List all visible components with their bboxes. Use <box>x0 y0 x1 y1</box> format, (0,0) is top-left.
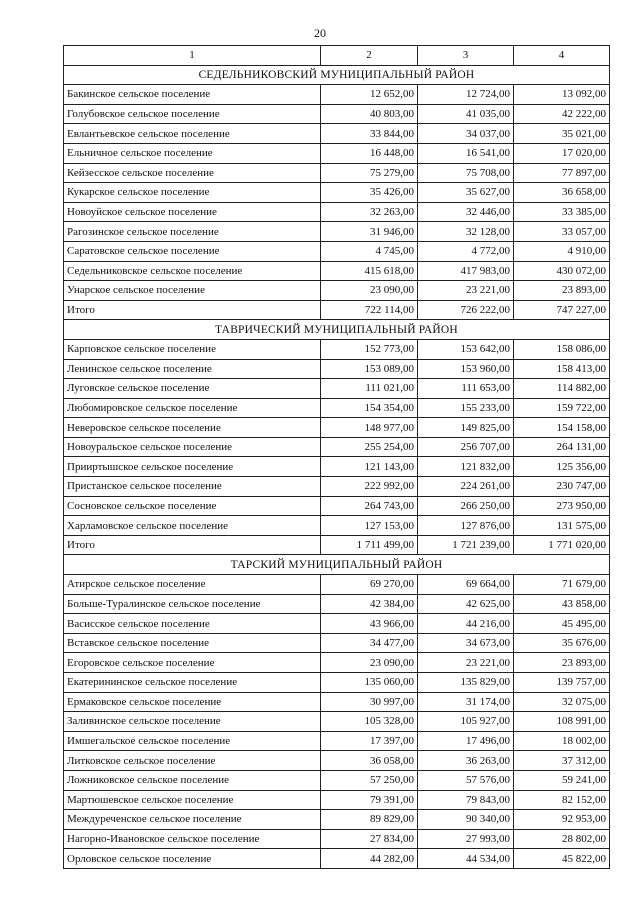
column-number-row <box>64 46 610 66</box>
table-row <box>64 183 610 203</box>
value-col-2: 36 058,00 <box>321 751 418 771</box>
table-row <box>64 457 610 477</box>
table-row <box>64 124 610 144</box>
table-row <box>64 751 610 771</box>
table-row <box>64 673 610 693</box>
value-col-4: 23 893,00 <box>514 653 610 673</box>
value-col-3: 57 576,00 <box>418 770 514 790</box>
value-col-3: 69 664,00 <box>418 575 514 595</box>
value-col-3: 17 496,00 <box>418 731 514 751</box>
value-col-2: 69 270,00 <box>321 575 418 595</box>
value-col-4: 159 722,00 <box>514 398 610 418</box>
value-col-4: 42 222,00 <box>514 104 610 124</box>
table-row <box>64 614 610 634</box>
value-col-4: 114 882,00 <box>514 379 610 399</box>
value-col-3: 34 037,00 <box>418 124 514 144</box>
settlement-name: Мартюшевское сельское поселение <box>64 790 321 810</box>
value-col-2: 89 829,00 <box>321 810 418 830</box>
value-col-2: 415 618,00 <box>321 261 418 281</box>
value-col-4: 82 152,00 <box>514 790 610 810</box>
settlement-name: Карповское сельское поселение <box>64 339 321 359</box>
table-row <box>64 849 610 869</box>
table-row <box>64 104 610 124</box>
settlement-name: Кукарское сельское поселение <box>64 183 321 203</box>
table-row <box>64 437 610 457</box>
value-col-3: 23 221,00 <box>418 281 514 301</box>
value-col-3: 153 642,00 <box>418 339 514 359</box>
settlement-name: Ложниковское сельское поселение <box>64 770 321 790</box>
value-col-2: 16 448,00 <box>321 143 418 163</box>
table-row <box>64 379 610 399</box>
value-col-3: 105 927,00 <box>418 712 514 732</box>
value-col-3: 1 721 239,00 <box>418 535 514 555</box>
value-col-3: 35 627,00 <box>418 183 514 203</box>
settlement-name: Седельниковское сельское поселение <box>64 261 321 281</box>
settlement-name: Новоуйское сельское поселение <box>64 202 321 222</box>
value-col-4: 23 893,00 <box>514 281 610 301</box>
settlement-name: Прииртышское сельское поселение <box>64 457 321 477</box>
table-row <box>64 790 610 810</box>
value-col-2: 75 279,00 <box>321 163 418 183</box>
table-row <box>64 241 610 261</box>
value-col-2: 23 090,00 <box>321 653 418 673</box>
value-col-4: 264 131,00 <box>514 437 610 457</box>
value-col-4: 35 021,00 <box>514 124 610 144</box>
value-col-4: 33 057,00 <box>514 222 610 242</box>
value-col-4: 139 757,00 <box>514 673 610 693</box>
value-col-3: 111 653,00 <box>418 379 514 399</box>
value-col-4: 71 679,00 <box>514 575 610 595</box>
district-title: ТАВРИЧЕСКИЙ МУНИЦИПАЛЬНЫЙ РАЙОН <box>64 320 610 340</box>
value-col-2: 40 803,00 <box>321 104 418 124</box>
table-row <box>64 594 610 614</box>
value-col-2: 12 652,00 <box>321 85 418 105</box>
table-row <box>64 633 610 653</box>
settlement-name: Ельничное сельское поселение <box>64 143 321 163</box>
value-col-2: 30 997,00 <box>321 692 418 712</box>
value-col-4: 59 241,00 <box>514 770 610 790</box>
value-col-4: 33 385,00 <box>514 202 610 222</box>
value-col-4: 13 092,00 <box>514 85 610 105</box>
table-row <box>64 731 610 751</box>
value-col-2: 44 282,00 <box>321 849 418 869</box>
value-col-4: 43 858,00 <box>514 594 610 614</box>
value-col-2: 222 992,00 <box>321 477 418 497</box>
value-col-4: 1 771 020,00 <box>514 535 610 555</box>
value-col-2: 152 773,00 <box>321 339 418 359</box>
value-col-2: 23 090,00 <box>321 281 418 301</box>
value-col-2: 105 328,00 <box>321 712 418 732</box>
value-col-4: 131 575,00 <box>514 516 610 536</box>
value-col-3: 27 993,00 <box>418 829 514 849</box>
table-row <box>64 222 610 242</box>
table-row <box>64 712 610 732</box>
settlement-name: Ленинское сельское поселение <box>64 359 321 379</box>
table-row <box>64 575 610 595</box>
value-col-2: 31 946,00 <box>321 222 418 242</box>
value-col-4: 35 676,00 <box>514 633 610 653</box>
value-col-3: 149 825,00 <box>418 418 514 438</box>
value-col-2: 17 397,00 <box>321 731 418 751</box>
settlement-name: Ермаковское сельское поселение <box>64 692 321 712</box>
table-row <box>64 496 610 516</box>
value-col-4: 430 072,00 <box>514 261 610 281</box>
table-row <box>64 829 610 849</box>
table-row <box>64 202 610 222</box>
value-col-2: 4 745,00 <box>321 241 418 261</box>
value-col-4: 45 822,00 <box>514 849 610 869</box>
settlement-name: Любомировское сельское поселение <box>64 398 321 418</box>
settlement-name: Междуреченское сельское поселение <box>64 810 321 830</box>
table-row <box>64 281 610 301</box>
column-number: 3 <box>418 46 514 66</box>
value-col-4: 36 658,00 <box>514 183 610 203</box>
settlement-name: Итого <box>64 300 321 320</box>
value-col-3: 79 843,00 <box>418 790 514 810</box>
value-col-3: 31 174,00 <box>418 692 514 712</box>
value-col-2: 111 021,00 <box>321 379 418 399</box>
settlement-name: Нагорно-Ивановское сельское поселение <box>64 829 321 849</box>
value-col-3: 23 221,00 <box>418 653 514 673</box>
value-col-2: 255 254,00 <box>321 437 418 457</box>
table-row <box>64 516 610 536</box>
value-col-3: 153 960,00 <box>418 359 514 379</box>
value-col-2: 43 966,00 <box>321 614 418 634</box>
value-col-2: 153 089,00 <box>321 359 418 379</box>
value-col-2: 121 143,00 <box>321 457 418 477</box>
value-col-3: 224 261,00 <box>418 477 514 497</box>
value-col-3: 44 216,00 <box>418 614 514 634</box>
value-col-3: 417 983,00 <box>418 261 514 281</box>
value-col-2: 42 384,00 <box>321 594 418 614</box>
settlement-name: Атирское сельское поселение <box>64 575 321 595</box>
settlement-name: Голубовское сельское поселение <box>64 104 321 124</box>
value-col-2: 27 834,00 <box>321 829 418 849</box>
settlement-name: Евлантьевское сельское поселение <box>64 124 321 144</box>
value-col-2: 127 153,00 <box>321 516 418 536</box>
value-col-4: 747 227,00 <box>514 300 610 320</box>
settlement-name: Бакинское сельское поселение <box>64 85 321 105</box>
settlement-name: Неверовское сельское поселение <box>64 418 321 438</box>
table-row <box>64 261 610 281</box>
table-row <box>64 418 610 438</box>
total-row <box>64 300 610 320</box>
settlement-name: Егоровское сельское поселение <box>64 653 321 673</box>
value-col-2: 32 263,00 <box>321 202 418 222</box>
value-col-3: 4 772,00 <box>418 241 514 261</box>
value-col-2: 57 250,00 <box>321 770 418 790</box>
value-col-2: 34 477,00 <box>321 633 418 653</box>
settlement-name: Пристанское сельское поселение <box>64 477 321 497</box>
value-col-4: 92 953,00 <box>514 810 610 830</box>
table-row <box>64 770 610 790</box>
table-row <box>64 810 610 830</box>
value-col-3: 266 250,00 <box>418 496 514 516</box>
district-header-row <box>64 555 610 575</box>
settlement-name: Литковское сельское поселение <box>64 751 321 771</box>
value-col-3: 135 829,00 <box>418 673 514 693</box>
settlement-name: Заливинское сельское поселение <box>64 712 321 732</box>
value-col-3: 127 876,00 <box>418 516 514 536</box>
value-col-3: 34 673,00 <box>418 633 514 653</box>
value-col-3: 121 832,00 <box>418 457 514 477</box>
value-col-3: 32 446,00 <box>418 202 514 222</box>
column-number: 1 <box>64 46 321 66</box>
value-col-3: 12 724,00 <box>418 85 514 105</box>
value-col-4: 18 002,00 <box>514 731 610 751</box>
value-col-4: 273 950,00 <box>514 496 610 516</box>
value-col-3: 75 708,00 <box>418 163 514 183</box>
district-header-row <box>64 320 610 340</box>
budget-table <box>63 45 610 869</box>
table-row <box>64 477 610 497</box>
budget-table-body <box>64 46 610 869</box>
value-col-2: 148 977,00 <box>321 418 418 438</box>
value-col-2: 35 426,00 <box>321 183 418 203</box>
value-col-2: 264 743,00 <box>321 496 418 516</box>
page-number: 20 <box>314 26 326 40</box>
table-row <box>64 339 610 359</box>
settlement-name: Итого <box>64 535 321 555</box>
value-col-4: 37 312,00 <box>514 751 610 771</box>
table-row <box>64 163 610 183</box>
settlement-name: Луговское сельское поселение <box>64 379 321 399</box>
total-row <box>64 535 610 555</box>
value-col-3: 155 233,00 <box>418 398 514 418</box>
settlement-name: Екатерининское сельское поселение <box>64 673 321 693</box>
settlement-name: Сосновское сельское поселение <box>64 496 321 516</box>
table-row <box>64 359 610 379</box>
settlement-name: Больше-Туралинское сельское поселение <box>64 594 321 614</box>
value-col-2: 722 114,00 <box>321 300 418 320</box>
value-col-2: 33 844,00 <box>321 124 418 144</box>
value-col-2: 79 391,00 <box>321 790 418 810</box>
value-col-3: 16 541,00 <box>418 143 514 163</box>
value-col-3: 42 625,00 <box>418 594 514 614</box>
settlement-name: Харламовское сельское поселение <box>64 516 321 536</box>
value-col-4: 28 802,00 <box>514 829 610 849</box>
column-number: 4 <box>514 46 610 66</box>
value-col-2: 154 354,00 <box>321 398 418 418</box>
value-col-2: 135 060,00 <box>321 673 418 693</box>
settlement-name: Орловское сельское поселение <box>64 849 321 869</box>
value-col-2: 1 711 499,00 <box>321 535 418 555</box>
value-col-4: 45 495,00 <box>514 614 610 634</box>
settlement-name: Рагозинское сельское поселение <box>64 222 321 242</box>
settlement-name: Васисское сельское поселение <box>64 614 321 634</box>
settlement-name: Кейзесское сельское поселение <box>64 163 321 183</box>
table-row <box>64 653 610 673</box>
column-number: 2 <box>321 46 418 66</box>
value-col-3: 256 707,00 <box>418 437 514 457</box>
settlement-name: Саратовское сельское поселение <box>64 241 321 261</box>
value-col-4: 158 413,00 <box>514 359 610 379</box>
value-col-3: 90 340,00 <box>418 810 514 830</box>
value-col-3: 32 128,00 <box>418 222 514 242</box>
table-row <box>64 85 610 105</box>
settlement-name: Унарское сельское поселение <box>64 281 321 301</box>
value-col-4: 17 020,00 <box>514 143 610 163</box>
value-col-3: 36 263,00 <box>418 751 514 771</box>
settlement-name: Имшегальское сельское поселение <box>64 731 321 751</box>
value-col-4: 230 747,00 <box>514 477 610 497</box>
settlement-name: Новоуральское сельское поселение <box>64 437 321 457</box>
table-row <box>64 398 610 418</box>
value-col-4: 154 158,00 <box>514 418 610 438</box>
value-col-4: 158 086,00 <box>514 339 610 359</box>
value-col-3: 44 534,00 <box>418 849 514 869</box>
value-col-4: 4 910,00 <box>514 241 610 261</box>
district-header-row <box>64 65 610 85</box>
table-row <box>64 143 610 163</box>
value-col-3: 41 035,00 <box>418 104 514 124</box>
table-row <box>64 692 610 712</box>
value-col-3: 726 222,00 <box>418 300 514 320</box>
value-col-4: 125 356,00 <box>514 457 610 477</box>
value-col-4: 108 991,00 <box>514 712 610 732</box>
value-col-4: 77 897,00 <box>514 163 610 183</box>
value-col-4: 32 075,00 <box>514 692 610 712</box>
district-title: ТАРСКИЙ МУНИЦИПАЛЬНЫЙ РАЙОН <box>64 555 610 575</box>
district-title: СЕДЕЛЬНИКОВСКИЙ МУНИЦИПАЛЬНЫЙ РАЙОН <box>64 65 610 85</box>
settlement-name: Вставское сельское поселение <box>64 633 321 653</box>
